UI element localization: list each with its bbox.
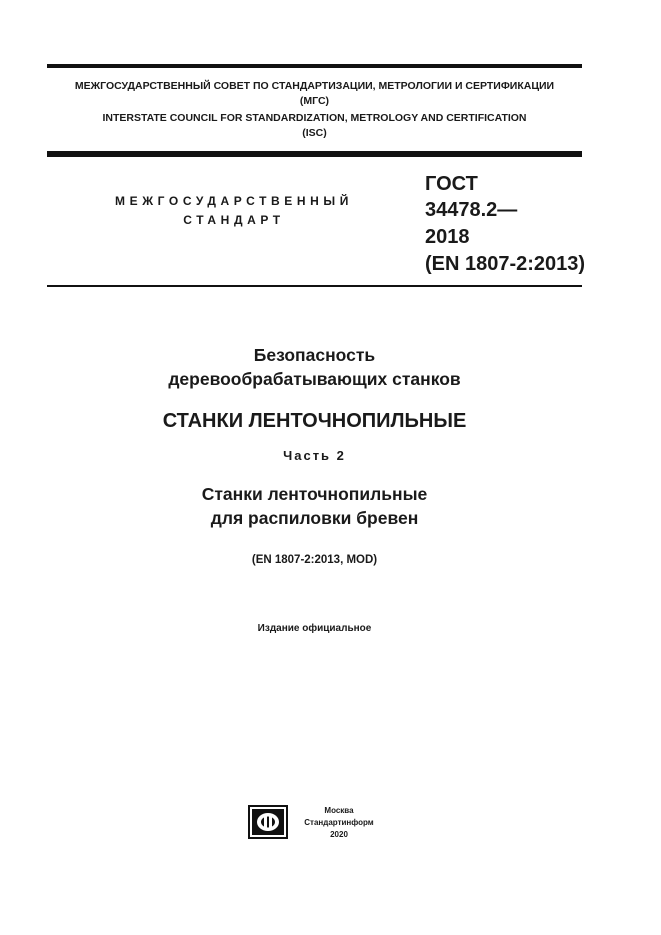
part-label: Часть 2 (283, 448, 346, 463)
standard-kind-line1: МЕЖГОСУДАРСТВЕННЫЙ (115, 194, 353, 208)
reference: (EN 1807-2:2013, MOD) (251, 554, 378, 566)
general-title-line2: деревообрабатывающих станков (168, 369, 461, 389)
general-title-line1: Безопасность (253, 345, 376, 365)
publisher-name: Стандартинформ (304, 818, 374, 827)
council-rule (47, 151, 582, 157)
council-ru-name: МЕЖГОСУДАРСТВЕННЫЙ СОВЕТ ПО СТАНДАРТИЗАЦИИ, МЕТРОЛОГИИ И СЕРТИФИКАЦИИ (74, 80, 555, 92)
top-rule (47, 64, 582, 68)
header-rule (47, 285, 582, 287)
designation-prefix: ГОСТ (425, 173, 478, 195)
designation-number: 34478.2— (425, 199, 518, 221)
publisher-year: 2020 (330, 830, 348, 839)
standartinform-logo-icon (248, 805, 288, 839)
council-en-name: INTERSTATE COUNCIL FOR STANDARDIZATION, METROLOGY AND CERTIFICATION (102, 112, 527, 124)
edition-label: Издание официальное (257, 623, 372, 634)
part-title-line2: для распиловки бревен (210, 508, 419, 528)
main-title: СТАНКИ ЛЕНТОЧНОПИЛЬНЫЕ (162, 410, 467, 432)
designation-equivalent: (EN 1807-2:2013) (425, 253, 586, 275)
council-en-abbr: (ISC) (302, 127, 327, 139)
council-ru-abbr: (МГС) (299, 95, 330, 107)
designation-year: 2018 (425, 226, 470, 248)
standard-kind-line2: СТАНДАРТ (183, 213, 285, 227)
publisher-city: Москва (324, 806, 354, 815)
part-title-line1: Станки ленточнопильные (201, 484, 428, 504)
